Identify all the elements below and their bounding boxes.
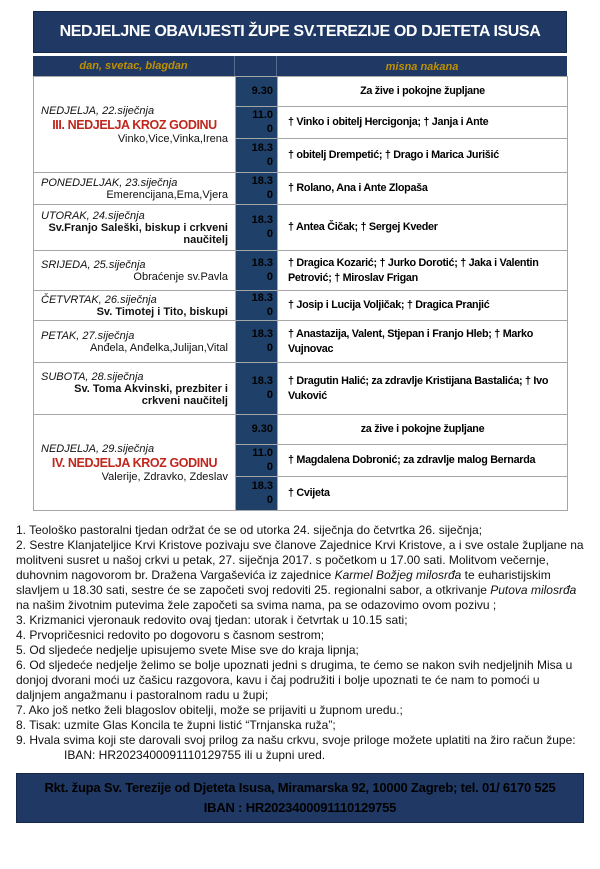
day-cell-friday-27 bbox=[34, 321, 236, 363]
mass-time-cell: 18.30 bbox=[236, 205, 278, 251]
mass-intention: † Josip i Lucija Voljičak; † Dragica Pranjić bbox=[278, 291, 568, 321]
footer-iban: IBAN : HR2023400091110129755 bbox=[203, 800, 397, 816]
announcements-list bbox=[16, 523, 584, 763]
feast-of-day: Sv.Franjo Saleški, biskup i crkveni naučitelj bbox=[48, 221, 228, 246]
table-row bbox=[34, 363, 568, 415]
saints-of-day: Anđela, Anđelka,Julijan,Vital bbox=[89, 341, 228, 354]
table-row bbox=[34, 77, 568, 107]
day-date: PONEDJELJAK, 23.siječnja bbox=[41, 176, 178, 189]
mass-time-cell: 18.30 bbox=[236, 363, 278, 415]
table-row bbox=[34, 173, 568, 205]
mass-time-cell: 18.30 bbox=[236, 173, 278, 205]
announcement-item-1: 1. Teološko pastoralni tjedan održat će se od utorka 24. siječnja do četvrtka 26. siječnja; bbox=[16, 523, 483, 537]
mass-intention: za žive i pokojne župljane bbox=[278, 415, 568, 445]
feast-of-day: Sv. Timotej i Tito, biskupi bbox=[96, 305, 228, 318]
mass-time-cell: 9.30 bbox=[236, 415, 278, 445]
day-cell-thursday-26 bbox=[34, 291, 236, 321]
announcement-item-2: 2. Sestre Klanjateljice Krvi Kristove pozivaju sve članove Zajednice Krvi Kristove, a i sve ostale župljane na molitveni susret u našoj crkvi u petak, 27. siječnja 2017. s početkom u 17.00 sati. Molitvom večernje, duhovnim nagovorom br. Dražena Vargaševića iz zajednice Karmel Božjeg milosrđa te euharistijskim slavljem u 18.30 sati, sestre će se započeti svoj redoviti 25. regionalni sabor, a otkrivanje Putova milosrđa na našim životnim putevima žele započeti sa svima nama, pa se odazovimo ovom pozivu ; bbox=[16, 538, 584, 612]
mass-time-cell: 18.30 bbox=[236, 477, 278, 511]
day-cell-saturday-28 bbox=[34, 363, 236, 415]
feast-of-day: Obraćenje sv.Pavla bbox=[133, 270, 228, 283]
day-cell-sunday-29 bbox=[34, 415, 236, 511]
day-date: ČETVRTAK, 26.siječnja bbox=[41, 293, 157, 306]
announcement-item-7: 7. Ako još netko želi blagoslov obitelji, može se prijaviti u župnom uredu.; bbox=[16, 703, 403, 717]
column-header-day: dan, svetac, blagdan bbox=[33, 56, 235, 76]
announcement-item-5: 5. Od sljedeće nedjelje upisujemo svete Mise sve do kraja lipnja; bbox=[16, 643, 359, 657]
announcement-item-3: 3. Krizmanici vjeronauk redovito ovaj tjedan: utorak i četvrtak u 10.15 sati; bbox=[16, 613, 408, 627]
table-row bbox=[34, 321, 568, 363]
day-cell-sunday-22 bbox=[34, 77, 236, 173]
mass-intention: † Dragica Kozarić; † Jurko Dorotić; † Jaka i Valentin Petrović; † Miroslav Frigan bbox=[278, 251, 568, 291]
day-date: UTORAK, 24.siječnja bbox=[41, 209, 145, 222]
table-row bbox=[34, 251, 568, 291]
mass-intention: † Vinko i obitelj Hercigonja; † Janja i Ante bbox=[278, 107, 568, 139]
table-row bbox=[34, 291, 568, 321]
feast-of-day: Sv. Toma Akvinski, prezbiter i crkveni naučitelj bbox=[74, 382, 228, 407]
parish-footer bbox=[16, 773, 584, 823]
day-date: NEDJELJA, 22.siječnja bbox=[41, 104, 155, 117]
saints-of-day: Valerije, Zdravko, Zdeslav bbox=[101, 470, 228, 483]
mass-intention: † Antea Čičak; † Sergej Kveder bbox=[278, 205, 568, 251]
mass-intention: Za žive i pokojne župljane bbox=[278, 77, 568, 107]
announcement-item-6: 6. Od sljedeće nedjelje želimo se bolje upoznati jedni s drugima, te ćemo se nakon svih nedjeljnih Misa u donjoj dvorani moći uz čašicu razgovora, kavu i čaj podružiti i bolje upoznati te će nam to pomoći u daljnjem angažmanu i pastoralnom radu u župi; bbox=[16, 658, 573, 702]
mass-intention: † Dragutin Halić; za zdravlje Kristijana Bastalića; † Ivo Vuković bbox=[278, 363, 568, 415]
bulletin-page bbox=[0, 11, 600, 869]
bulletin-title-bar bbox=[33, 11, 567, 53]
mass-intention: † Cvijeta bbox=[278, 477, 568, 511]
bulletin-title: NEDJELJNE OBAVIJESTI ŽUPE SV.TEREZIJE OD DJETETA ISUSA bbox=[59, 23, 541, 40]
day-cell-monday-23 bbox=[34, 173, 236, 205]
day-date: PETAK, 27.siječnja bbox=[41, 329, 135, 342]
announcement-item-8: 8. Tisak: uzmite Glas Koncila te župni listić “Trnjanska ruža”; bbox=[16, 718, 336, 732]
saints-of-day: Vinko,Vice,Vinka,Irena bbox=[117, 132, 228, 145]
mass-time-cell: 18.30 bbox=[236, 321, 278, 363]
column-header-intention: misna nakana bbox=[385, 61, 459, 73]
sunday-title: IV. NEDJELJA KROZ GODINU bbox=[51, 455, 218, 470]
announcement-item-4: 4. Prvopričesnici redovito po dogovoru s časnom sestrom; bbox=[16, 628, 325, 642]
mass-time-cell: 9.30 bbox=[236, 77, 278, 107]
announcement-item-9: 9. Hvala svima koji ste darovali svoj prilog za našu crkvu, svoje priloge možete uplatiti na žiro račun župe: IBAN: HR2023400091110129755 ili u župni ured. bbox=[16, 733, 576, 762]
mass-intention: † Rolano, Ana i Ante Zlopaša bbox=[278, 173, 568, 205]
footer-address: Rkt. župa Sv. Terezije od Djeteta Isusa, Miramarska 92, 10000 Zagreb; tel. 01/ 6170 525 bbox=[44, 780, 556, 795]
mass-schedule-table bbox=[33, 76, 568, 511]
day-date: SUBOTA, 28.siječnja bbox=[41, 370, 144, 383]
mass-time-cell: 18.30 bbox=[236, 291, 278, 321]
mass-time-cell: 18.30 bbox=[236, 139, 278, 173]
mass-intention: † Magdalena Dobronić; za zdravlje malog Bernarda bbox=[278, 445, 568, 477]
day-cell-tuesday-24 bbox=[34, 205, 236, 251]
table-column-headers bbox=[33, 56, 567, 76]
day-date: NEDJELJA, 29.siječnja bbox=[41, 442, 155, 455]
mass-intention: † Anastazija, Valent, Stjepan i Franjo Hleb; † Marko Vujnovac bbox=[278, 321, 568, 363]
mass-time-cell: 18.30 bbox=[236, 251, 278, 291]
mass-time-cell: 11.00 bbox=[236, 107, 278, 139]
mass-time-cell: 11.00 bbox=[236, 445, 278, 477]
saints-of-day: Emerencijana,Ema,Vjera bbox=[106, 188, 228, 201]
iban-line: IBAN: HR2023400091110129755 ili u župni ured. bbox=[64, 748, 326, 762]
table-row bbox=[34, 415, 568, 445]
day-cell-wednesday-25 bbox=[34, 251, 236, 291]
column-header-time-spacer bbox=[235, 56, 277, 76]
mass-intention: † obitelj Drempetić; † Drago i Marica Jurišić bbox=[278, 139, 568, 173]
sunday-title: III. NEDJELJA KROZ GODINU bbox=[52, 117, 217, 132]
day-date: SRIJEDA, 25.siječnja bbox=[41, 258, 146, 271]
table-row bbox=[34, 205, 568, 251]
